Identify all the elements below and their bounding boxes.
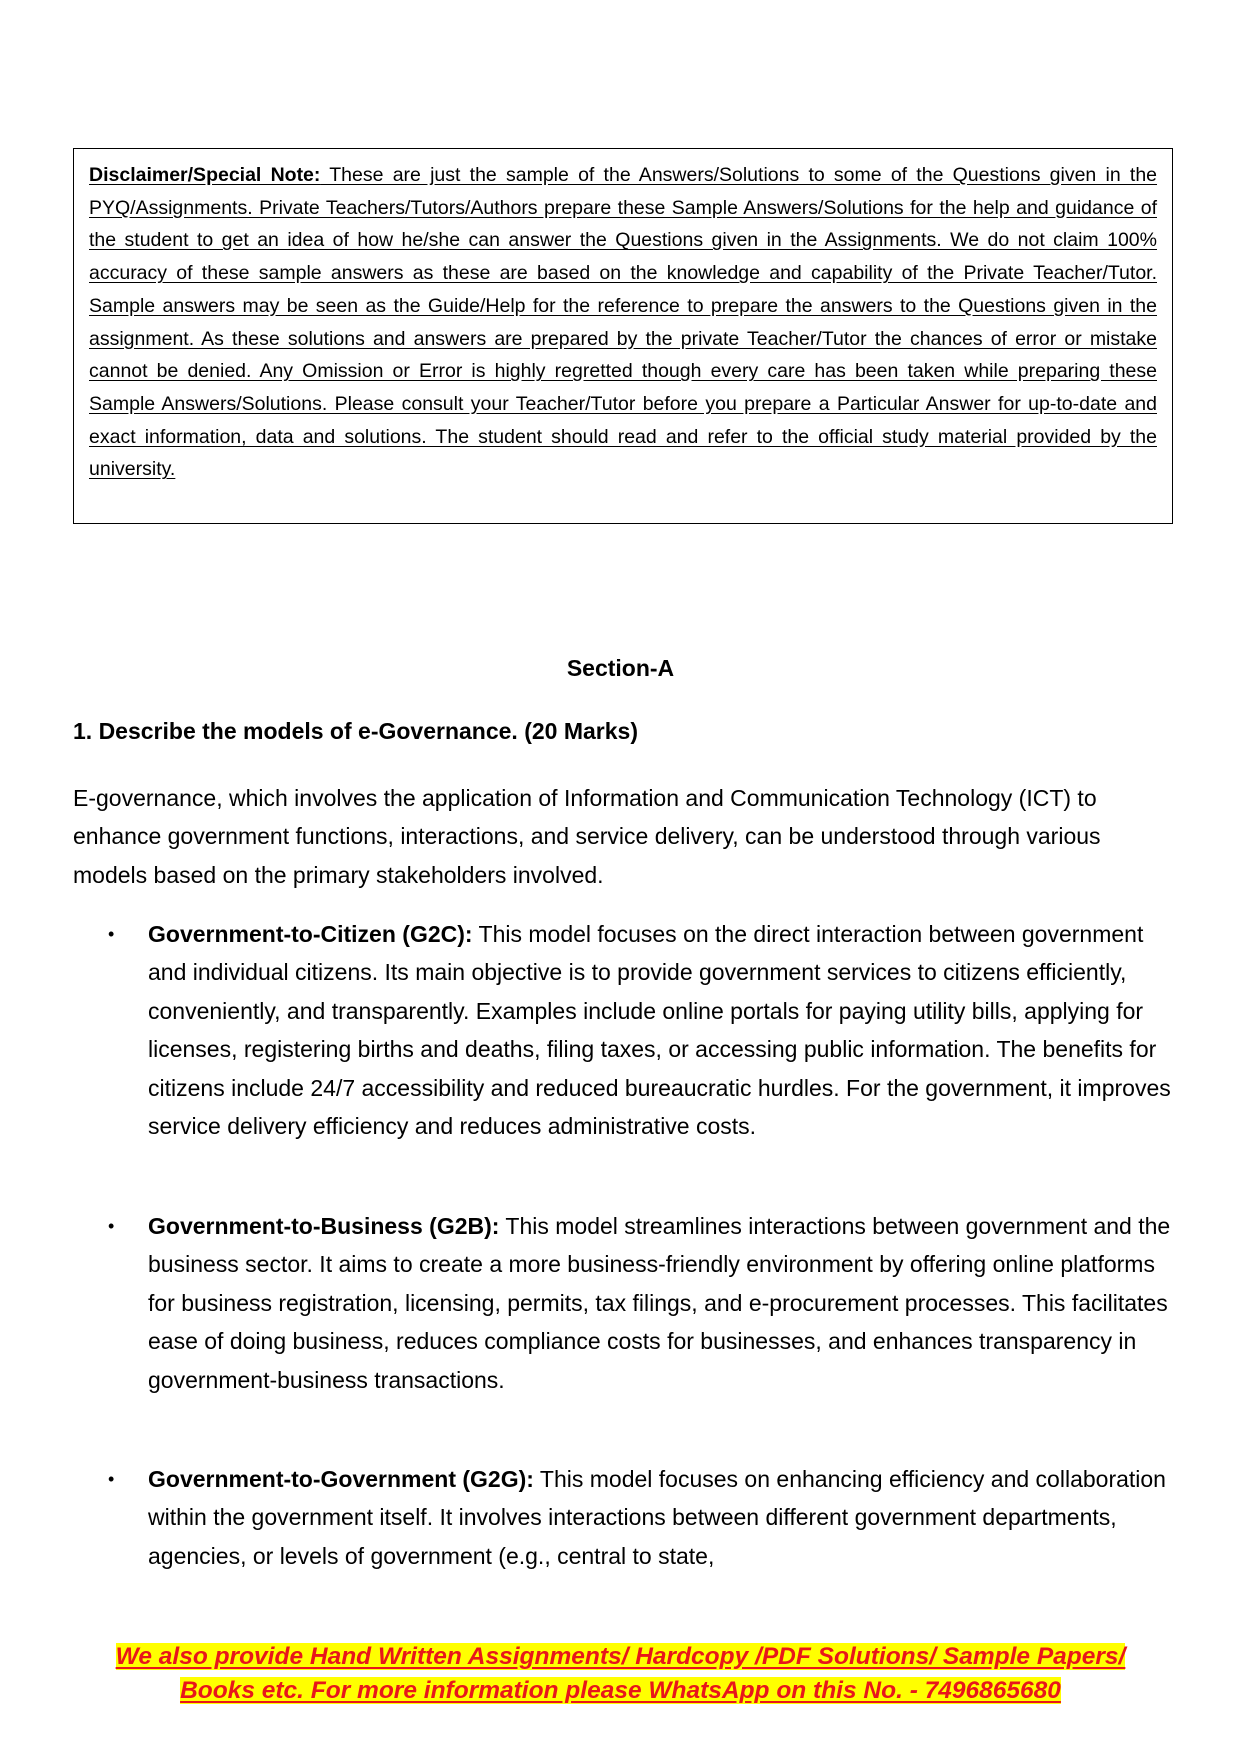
section-heading: Section-A [566, 655, 675, 681]
model-list-g2c [73, 915, 1173, 1145]
model-description: This model focuses on the direct interaction between government and individual citizens. Its main objective is to provide government services to citizens efficiently, conveniently, and transparently. Examples include online portals for paying utility bills, applying for licenses, registering births and deaths, filing taxes, or accessing public information. The benefits for citizens include 24/7 accessibility and reduced bureaucratic hurdles. For the government, it improves service delivery efficiency and reduces administrative costs. [148, 921, 1171, 1140]
footer-line-2: Books etc. For more information please WhatsApp on this No. - 7496865680 [180, 1677, 1061, 1704]
list-item [73, 915, 1173, 1145]
bullet-icon: • [108, 1469, 115, 1489]
disclaimer-paragraph [89, 159, 1157, 486]
bullet-icon: • [108, 924, 115, 944]
model-description: This model focuses on enhancing efficiency and collaboration within the government itself. It involves interactions between different government departments, agencies, or levels of government (e.g., central to state, [148, 1466, 1166, 1569]
footer-line-1: We also provide Hand Written Assignments/ Hardcopy /PDF Solutions/ Sample Papers/ [115, 1643, 1126, 1670]
model-list-g2g [73, 1460, 1173, 1575]
footer-note [0, 1640, 1241, 1708]
bullet-icon: • [108, 1216, 115, 1236]
model-description: This model streamlines interactions between government and the business sector. It aims to create a more business-friendly environment by offering online platforms for business registration, licensing, permits, tax filings, and e-procurement processes. This facilitates ease of doing business, reduces compliance costs for businesses, and enhances transparency in government-business transactions. [148, 1213, 1171, 1393]
disclaimer-label: Disclaimer/Special Note: [89, 164, 321, 186]
intro-paragraph: E-governance, which involves the application of Information and Communication Technology (ICT) to enhance government functions, interactions, and service delivery, can be understood through various models based on the primary stakeholders involved. [73, 785, 1101, 888]
list-item [73, 1207, 1173, 1399]
model-name: Government-to-Business (G2B): [148, 1213, 500, 1239]
list-item [73, 1460, 1173, 1575]
question-title: 1. Describe the models of e-Governance. (20 Marks) [73, 718, 638, 744]
model-name: Government-to-Government (G2G): [148, 1466, 534, 1492]
disclaimer-box [73, 148, 1173, 524]
model-name: Government-to-Citizen (G2C): [148, 921, 473, 947]
model-list-g2b [73, 1207, 1173, 1399]
disclaimer-body: These are just the sample of the Answers/Solutions to some of the Questions given in the PYQ/Assignments. Private Teachers/Tutors/Authors prepare these Sample Answers/Solutions for the help and guidance of the student to get an idea of how he/she can answer the Questions given in the Assignments. We do not claim 100% accuracy of these sample answers as these are based on the knowledge and capability of the Private Teacher/Tutor. Sample answers may be seen as the Guide/Help for the reference to prepare the answers to the Questions given in the assignment. As these solutions and answers are prepared by the private Teacher/Tutor the chances of error or mistake cannot be denied. Any Omission or Error is highly regretted though every care has been taken while preparing these Sample Answers/Solutions. Please consult your Teacher/Tutor before you prepare a Particular Answer for up-to-date and exact information, data and solutions. The student should read and refer to the official study material provided by the university. [89, 164, 1158, 481]
